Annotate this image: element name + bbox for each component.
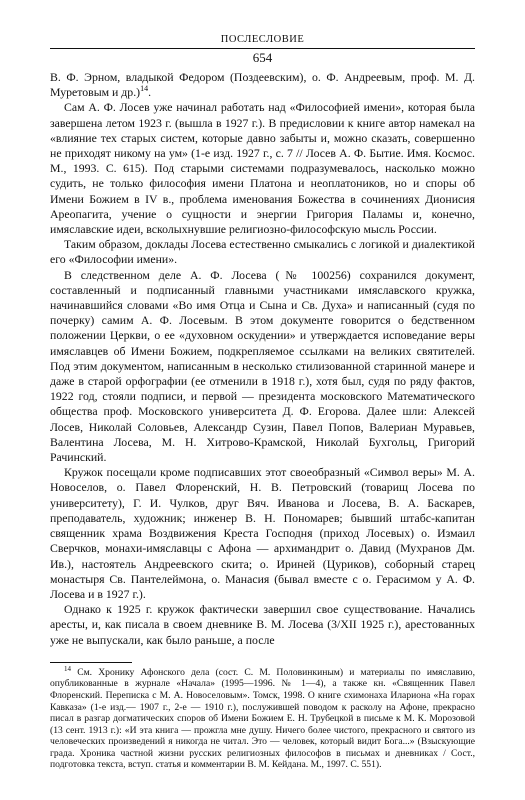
footnote-text: См. Хронику Афонского дела (сост. С. М. Половинкиным) и материалы по имяславию, опубликованные в журнале «Начала» (1995—1996. № 1—4), а также кн. «Священник Павел Флоренский. Переписка с М. А. Новоселовым». Томск, 1998. О книге схимонаха Илариона «На горах Кавказа» (1-е изд.— 1907 г., 2-е — 1910 г.), послужившей поводом к расколу на Афоне, прекрасно писал в разгар догматических споров об Имени Божием Е. Н. Трубецкой в письме к М. К. Морозовой (13 сент. 1913 г.): «И эта книга — прожгла мне душу. Ничего более чистого, прекрасного и святого из человеческих произведений я никогда не читал. Это — человек, который видит Бога...» (Взыскующие града. Хроника частной жизни русских религиозных философов в письмах и дневниках / Сост., подготовка текста, вступ. статья и комментарии В. М. Кейдана. М., 1997. С. 551). — [50, 666, 475, 771]
footnote-reference[interactable]: 14 — [140, 84, 149, 94]
main-text — [50, 70, 475, 648]
header-rule — [50, 48, 475, 49]
paragraph-5: Кружок посещали кроме подписавших этот своеобразный «Символ веры» М. А. Новоселов, о. Павел Флоренский, Н. В. Петровский (товарищ Лосева по университету), Г. И. Чулков, друг Вяч. Иванова и Лосева, В. А. Баскарев, преподаватель, художник; инженер В. Н. Пономарев; бывший штабс-капитан священник храма Воздвижения Креста Господня (приход Лосевых) о. Измаил Сверчков, монахи-имяславцы с Афона — архимандрит о. Давид (Мухранов Дм. Ив.), настоятель Андреевского скита; о. Ириней (Цуриков), соборный старец монастыря Св. Пантелеймона, о. Манасия (бывал вместе с о. Герасимом у А. Ф. Лосева и в 1927 г.). — [50, 465, 475, 601]
footnote — [50, 664, 475, 771]
paragraph-6: Однако к 1925 г. кружок фактически завершил свое существование. Начались аресты, и, как писала в своем дневнике В. М. Лосева (3/XII 1925 г.), арестованных уже не выпускали, как было раньше, а после — [50, 602, 475, 647]
footnote-number: 14 — [64, 664, 71, 673]
page-number: 654 — [252, 50, 273, 65]
paragraph-4: В следственном деле А. Ф. Лосева (№ 100256) сохранился документ, составленный и подписанный главными участниками имяславского кружка, начинавшийся словами «Во имя Отца и Сына и Св. Духа» и написанный (судя по почерку) самим А. Ф. Лосевым. В этом документе говорится о бедственном положении Церкви, о ее «духовном оскудении» и утверждается исповедание веры имяславцев об Имени Божием, подкрепляемое ссылками на великих святителей. Под этим документом, написанным в несколько стилизованной старинной манере и даже в старой орфографии (ее отменили в 1918 г.), хотя был, судя по ряду фактов, 1922 год, стояли подписи, и первой — президента московского Математического общества проф. Московского университета Д. Ф. Егорова. Далее шли: Алексей Лосев, Николай Соловьев, Александр Сузин, Павел Попов, Валериан Муравьев, Валентина Лосева, М. Н. Хитрово-Крамской, Николай Бухгольц, Григорий Рачинский. — [50, 267, 475, 465]
footnote-rule — [50, 662, 132, 663]
paragraph-1-text: В. Ф. Эрном, владыкой Федором (Поздеевским), о. Ф. Андреевым, проф. М. Д. Муретовым и др.) — [50, 70, 475, 100]
running-title: ПОСЛЕСЛОВИЕ — [220, 34, 305, 45]
book-page — [50, 33, 475, 771]
paragraph-1-end: . — [148, 85, 152, 100]
paragraph-3: Таким образом, доклады Лосева естественно смыкались с логикой и диалектикой его «Философии имени». — [50, 237, 475, 267]
paragraph-1 — [50, 70, 475, 100]
paragraph-2: Сам А. Ф. Лосев уже начинал работать над «Философией имени», которая была завершена летом 1923 г. (вышла в 1927 г.). В предисловии к книге автор намекал на «влияние тех старых систем, которые давно забыты и, можно сказать, совершенно не приходят никому на ум» (1-е изд. 1927 г., с. 7 // Лосев А. Ф. Бытие. Имя. Космос. М., 1993. С. 615). Под старыми системами подразумевалось, насколько можно судить, не только философия имени Платона и неоплатоников, но и споры об Имени Божием в IV в., проблема именования Божества в сочинениях Дионисия Ареопагита, учение о сущности и энергии Григория Паламы и, конечно, имяславские идеи, всколыхнувшие религиозно-философскую мысль России. — [50, 100, 475, 237]
